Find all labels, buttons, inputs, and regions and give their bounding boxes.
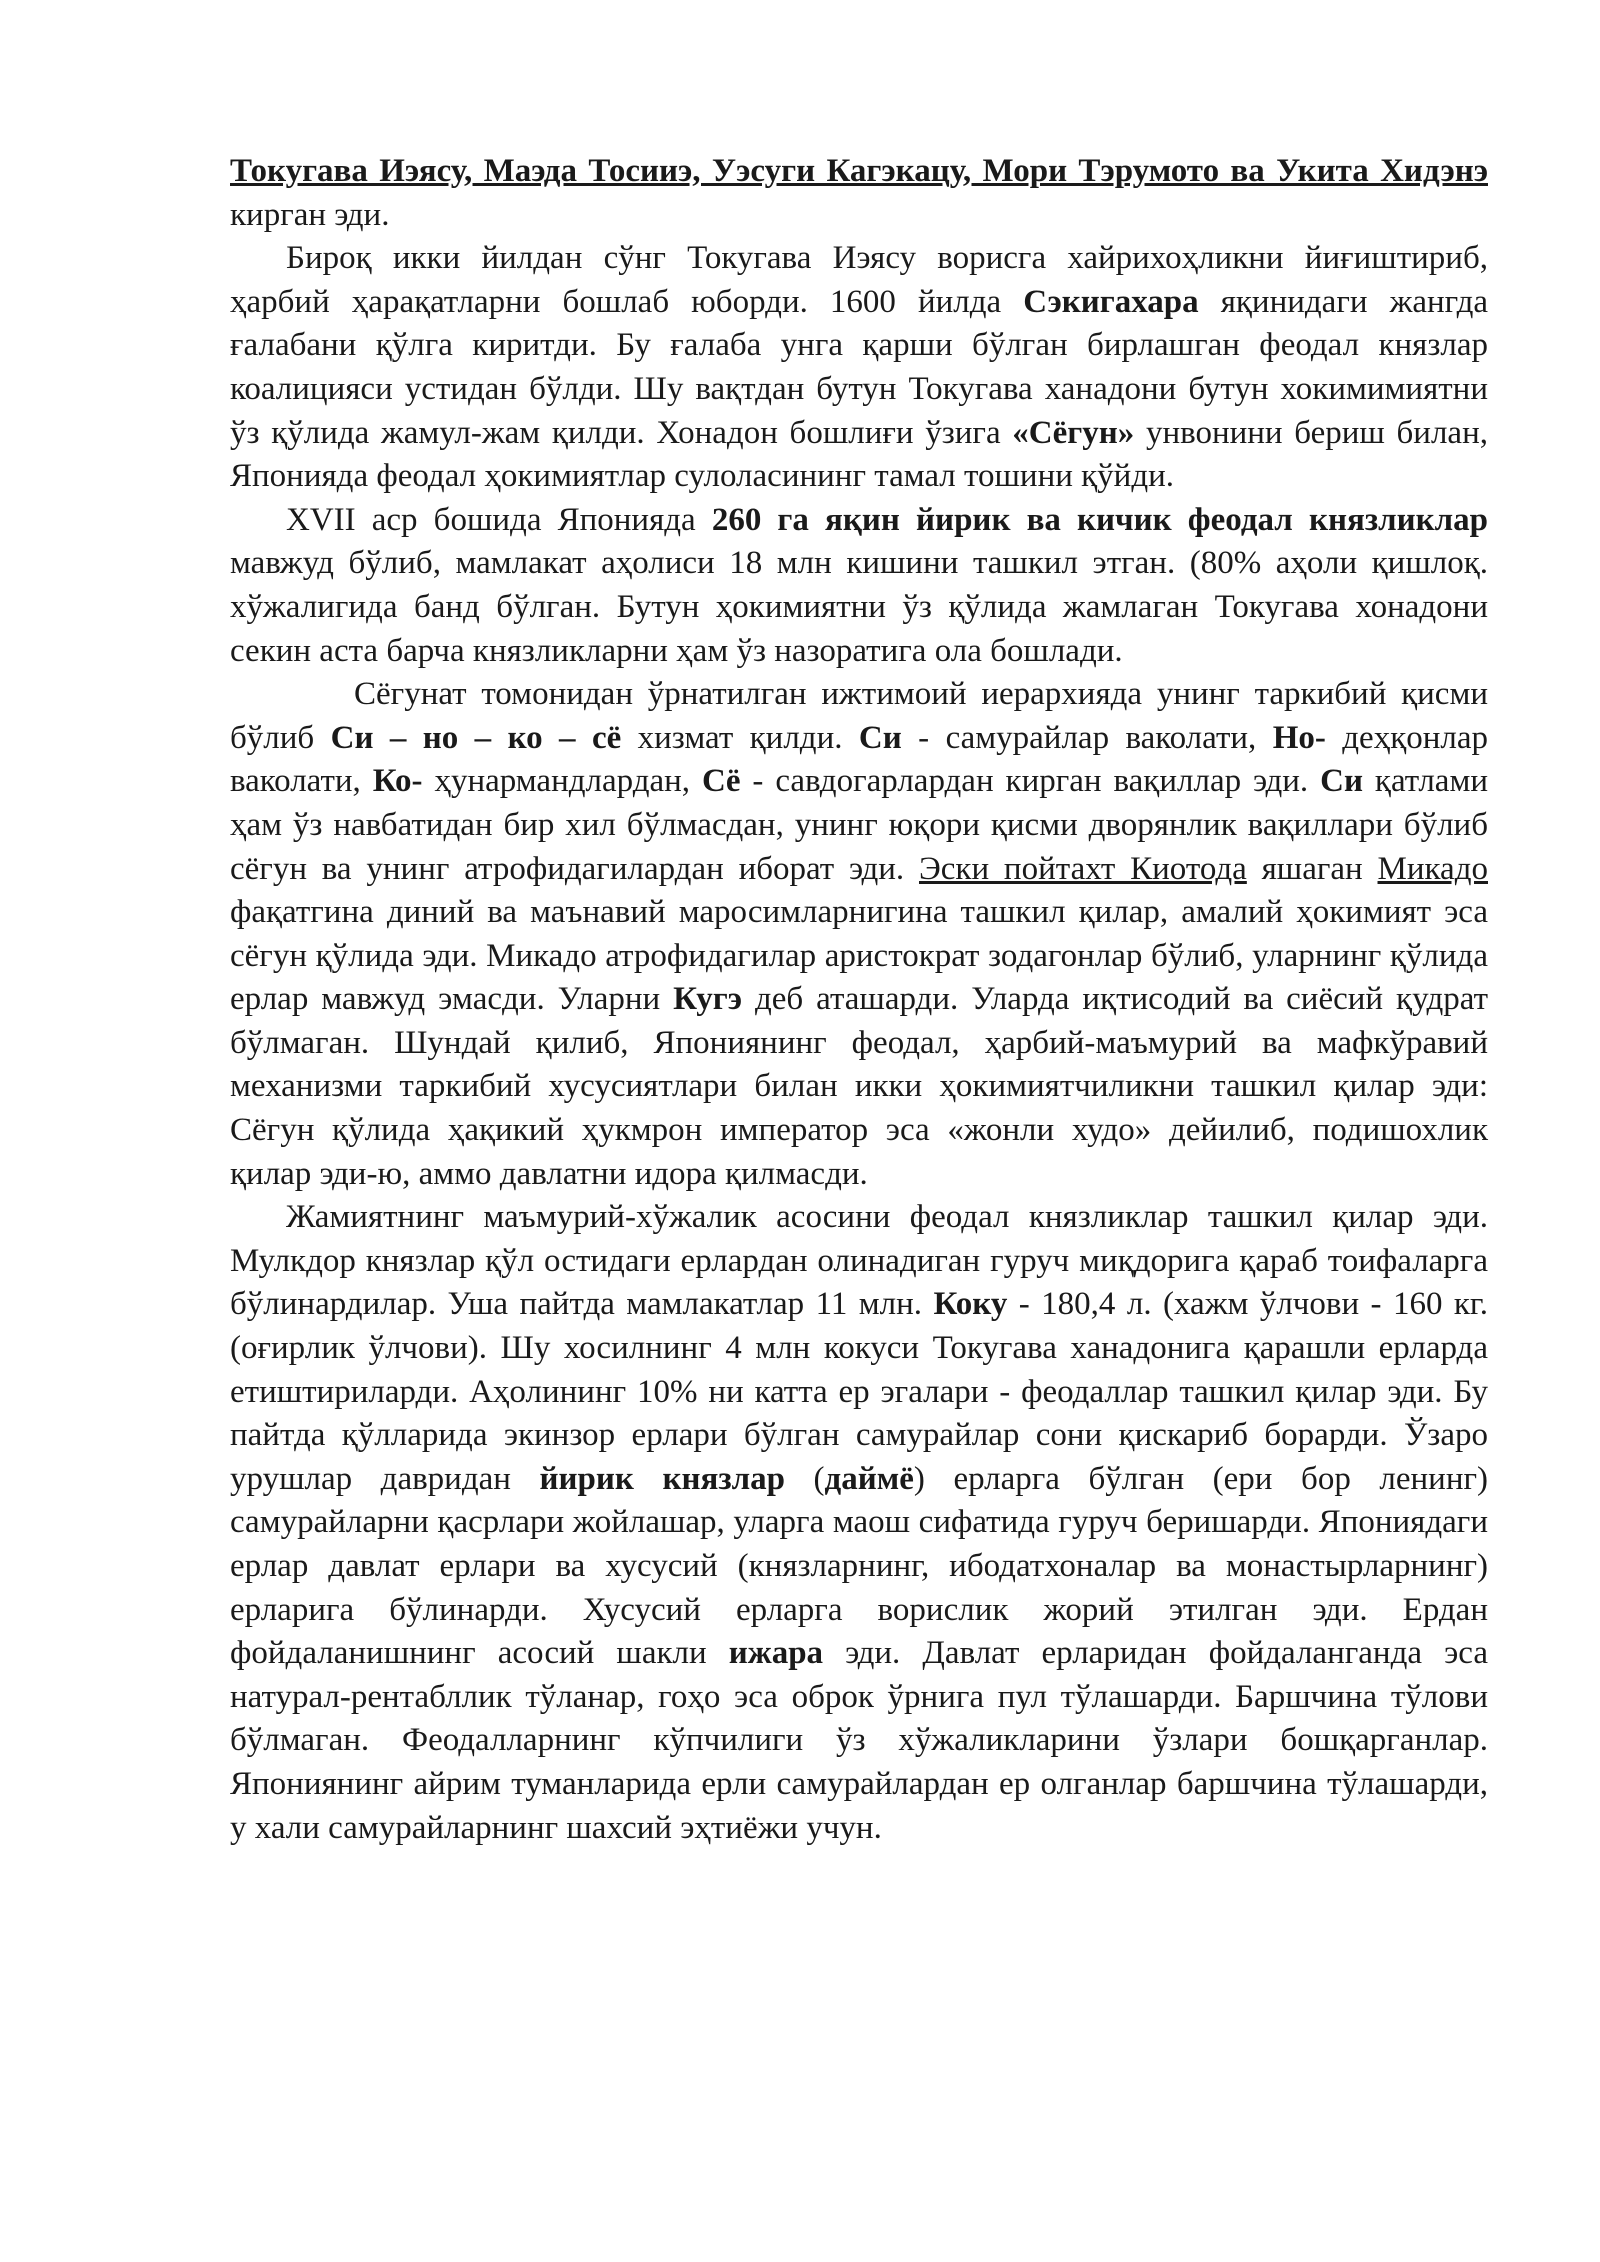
paragraph-1	[230, 150, 1488, 237]
text: унвонини бериш билан, Японияда феодал ҳокимиятлар сулоласининг тамал тошини қўйди.	[230, 414, 1488, 495]
bold-term: Кугэ	[673, 981, 743, 1018]
text: фақатгина диний ва маънавий маросимларнигина ташкил қилар, амалий ҳокимият эса сёгун қўлида эди. Микадо атрофидагилар аристократ зодагонлар бўлиб, уларнинг қўлида ерлар мавжуд эмасди. Уларни	[230, 894, 1488, 1018]
bold-term: даймё	[824, 1460, 914, 1497]
bold-term: Но-	[1272, 719, 1326, 756]
bold-term: Сэкигахара	[1023, 283, 1199, 320]
bold-term: йирик князлар	[539, 1460, 785, 1497]
paragraph-2	[230, 237, 1488, 499]
bold-term: Ко-	[372, 763, 423, 800]
text: ҳунармандлардан,	[422, 763, 702, 800]
bold-term: Си	[1320, 763, 1363, 800]
bold-term: 260 га яқин йирик ва кичик феодал князликлар	[711, 501, 1488, 538]
bold-term: Си	[858, 719, 902, 756]
text: хизмат қилди.	[621, 719, 859, 756]
text: Жамиятнинг маъмурий-хўжалик асосини феодал князликлар ташкил қилар эди. Мулкдор князлар қўл остидаги ерлардан олинадиган гуруч миқдорига қараб тоифаларга бўлинардилар. Уша пайтда мамлакатлар 11 млн.	[230, 1199, 1488, 1323]
text: Сёгунат томонидан ўрнатилган ижтимоий иерархияда унинг таркибий қисми бўлиб	[230, 676, 1488, 756]
text: деҳқонлар ваколати,	[230, 719, 1489, 800]
underlined-term: Эски пойтахт Киотода	[919, 850, 1247, 887]
text: - самурайлар ваколати,	[901, 719, 1273, 756]
bold-term: «Сёгун»	[1012, 414, 1135, 451]
text: яшаган	[1246, 850, 1378, 887]
bold-term: Си – но – ко – сё	[330, 719, 622, 756]
text: ) ерларга бўлган (ери бор ленинг) самурайларни қасрлари жойлашар, уларга маош сифатида гуруч беришарди. Япониядаги ерлар давлат ерлари ва хусусий (князларнинг, ибодатхоналар ва монастырларнинг) ерларига бўлинарди. Хусусий ерларга ворислик жорий этилган эди. Ердан фойдаланишнинг асосий шакли	[230, 1460, 1488, 1672]
paragraph-5	[230, 1196, 1488, 1850]
text: кирган эди.	[230, 196, 390, 233]
text: - савдогарлардан кирган вақиллар эди.	[740, 763, 1321, 800]
document-page	[230, 150, 1488, 1850]
paragraph-4	[230, 673, 1488, 1196]
text: қатлами ҳам ўз навбатидан бир хил бўлмасдан, унинг юқори қисми дворянлик вақиллари бўлиб сёгун ва унинг атрофидагилардан иборат эди.	[230, 763, 1489, 887]
paragraph-3	[230, 499, 1488, 673]
text: эди. Давлат ерларидан фойдаланганда эса натурал-рентабллик тўланар, гоҳо эса оброк ўрнига пул тўлашарди. Баршчина тўлови бўлмаган. Феодалларнинг кўпчилиги ўз хўжаликларини ўзлари бошқарганлар. Япониянинг айрим туманларида ерли самурайлардан ер олганлар баршчина тўлашарди, у хали самурайларнинг шахсий эҳтиёжи учун.	[230, 1635, 1488, 1846]
bold-term: ижара	[728, 1635, 824, 1672]
text: яқинидаги жангда ғалабани қўлга киритди. Бу ғалаба унга қарши бўлган бирлашган феодал князлар коалицияси устидан бўлди. Шу вақтдан бутун Токугава ханадони бутун хокимимиятни ўз қўлида жамул-жам қилди. Хонадон бошлиғи ўзига	[230, 283, 1489, 451]
text: - 180,4 л. (хажм ўлчови - 160 кг. (оғирлик ўлчови). Шу хосилнинг 4 млн кокуси Токугава ханадонига қарашли ерларда етиштириларди. Аҳолининг 10% ни катта ер эгалари - феодаллар ташкил қилар эди. Бу пайтда қўлларида экинзор ерлари бўлган самурайлар сони қискариб борарди. Ўзаро урушлар давридан	[230, 1286, 1488, 1497]
bold-term: Сё	[702, 763, 741, 800]
text: Бироқ икки йилдан сўнг Токугава Иэясу ворисга хайрихоҳликни йиғиштириб, ҳарбий ҳарақатларни бошлаб юборди. 1600 йилда	[230, 240, 1488, 320]
bold-term: Коку	[933, 1286, 1008, 1323]
text: мавжуд бўлиб, мамлакат аҳолиси 18 млн кишини ташкил этган. (80% аҳоли қишлоқ. хўжалигида банд бўлган. Бутун ҳокимиятни ўз қўлида жамлаган Токугава хонадони секин аста барча князликларни ҳам ўз назоратига ола бошлади.	[230, 545, 1488, 669]
text: XVII аср бошида Японияда	[286, 501, 712, 538]
text: (	[784, 1460, 825, 1497]
underlined-term: Микадо	[1377, 850, 1488, 887]
names-underlined: Токугава Иэясу, Маэда Тосииэ, Уэсуги Кагэкацу, Мори Тэрумото ва Укита Хидэнэ	[230, 153, 1488, 189]
text: деб аташарди. Уларда иқтисодий ва сиёсий қудрат бўлмаган. Шундай қилиб, Япониянинг феодал, ҳарбий-маъмурий ва мафкўравий механизми таркибий хусусиятлари билан икки ҳокимиятчиликни ташкил қилар эди: Сёгун қўлида ҳақикий ҳукмрон император эса «жонли худо» дейилиб, подишохлик қилар эди-ю, аммо давлатни идора қилмасди.	[230, 981, 1488, 1192]
